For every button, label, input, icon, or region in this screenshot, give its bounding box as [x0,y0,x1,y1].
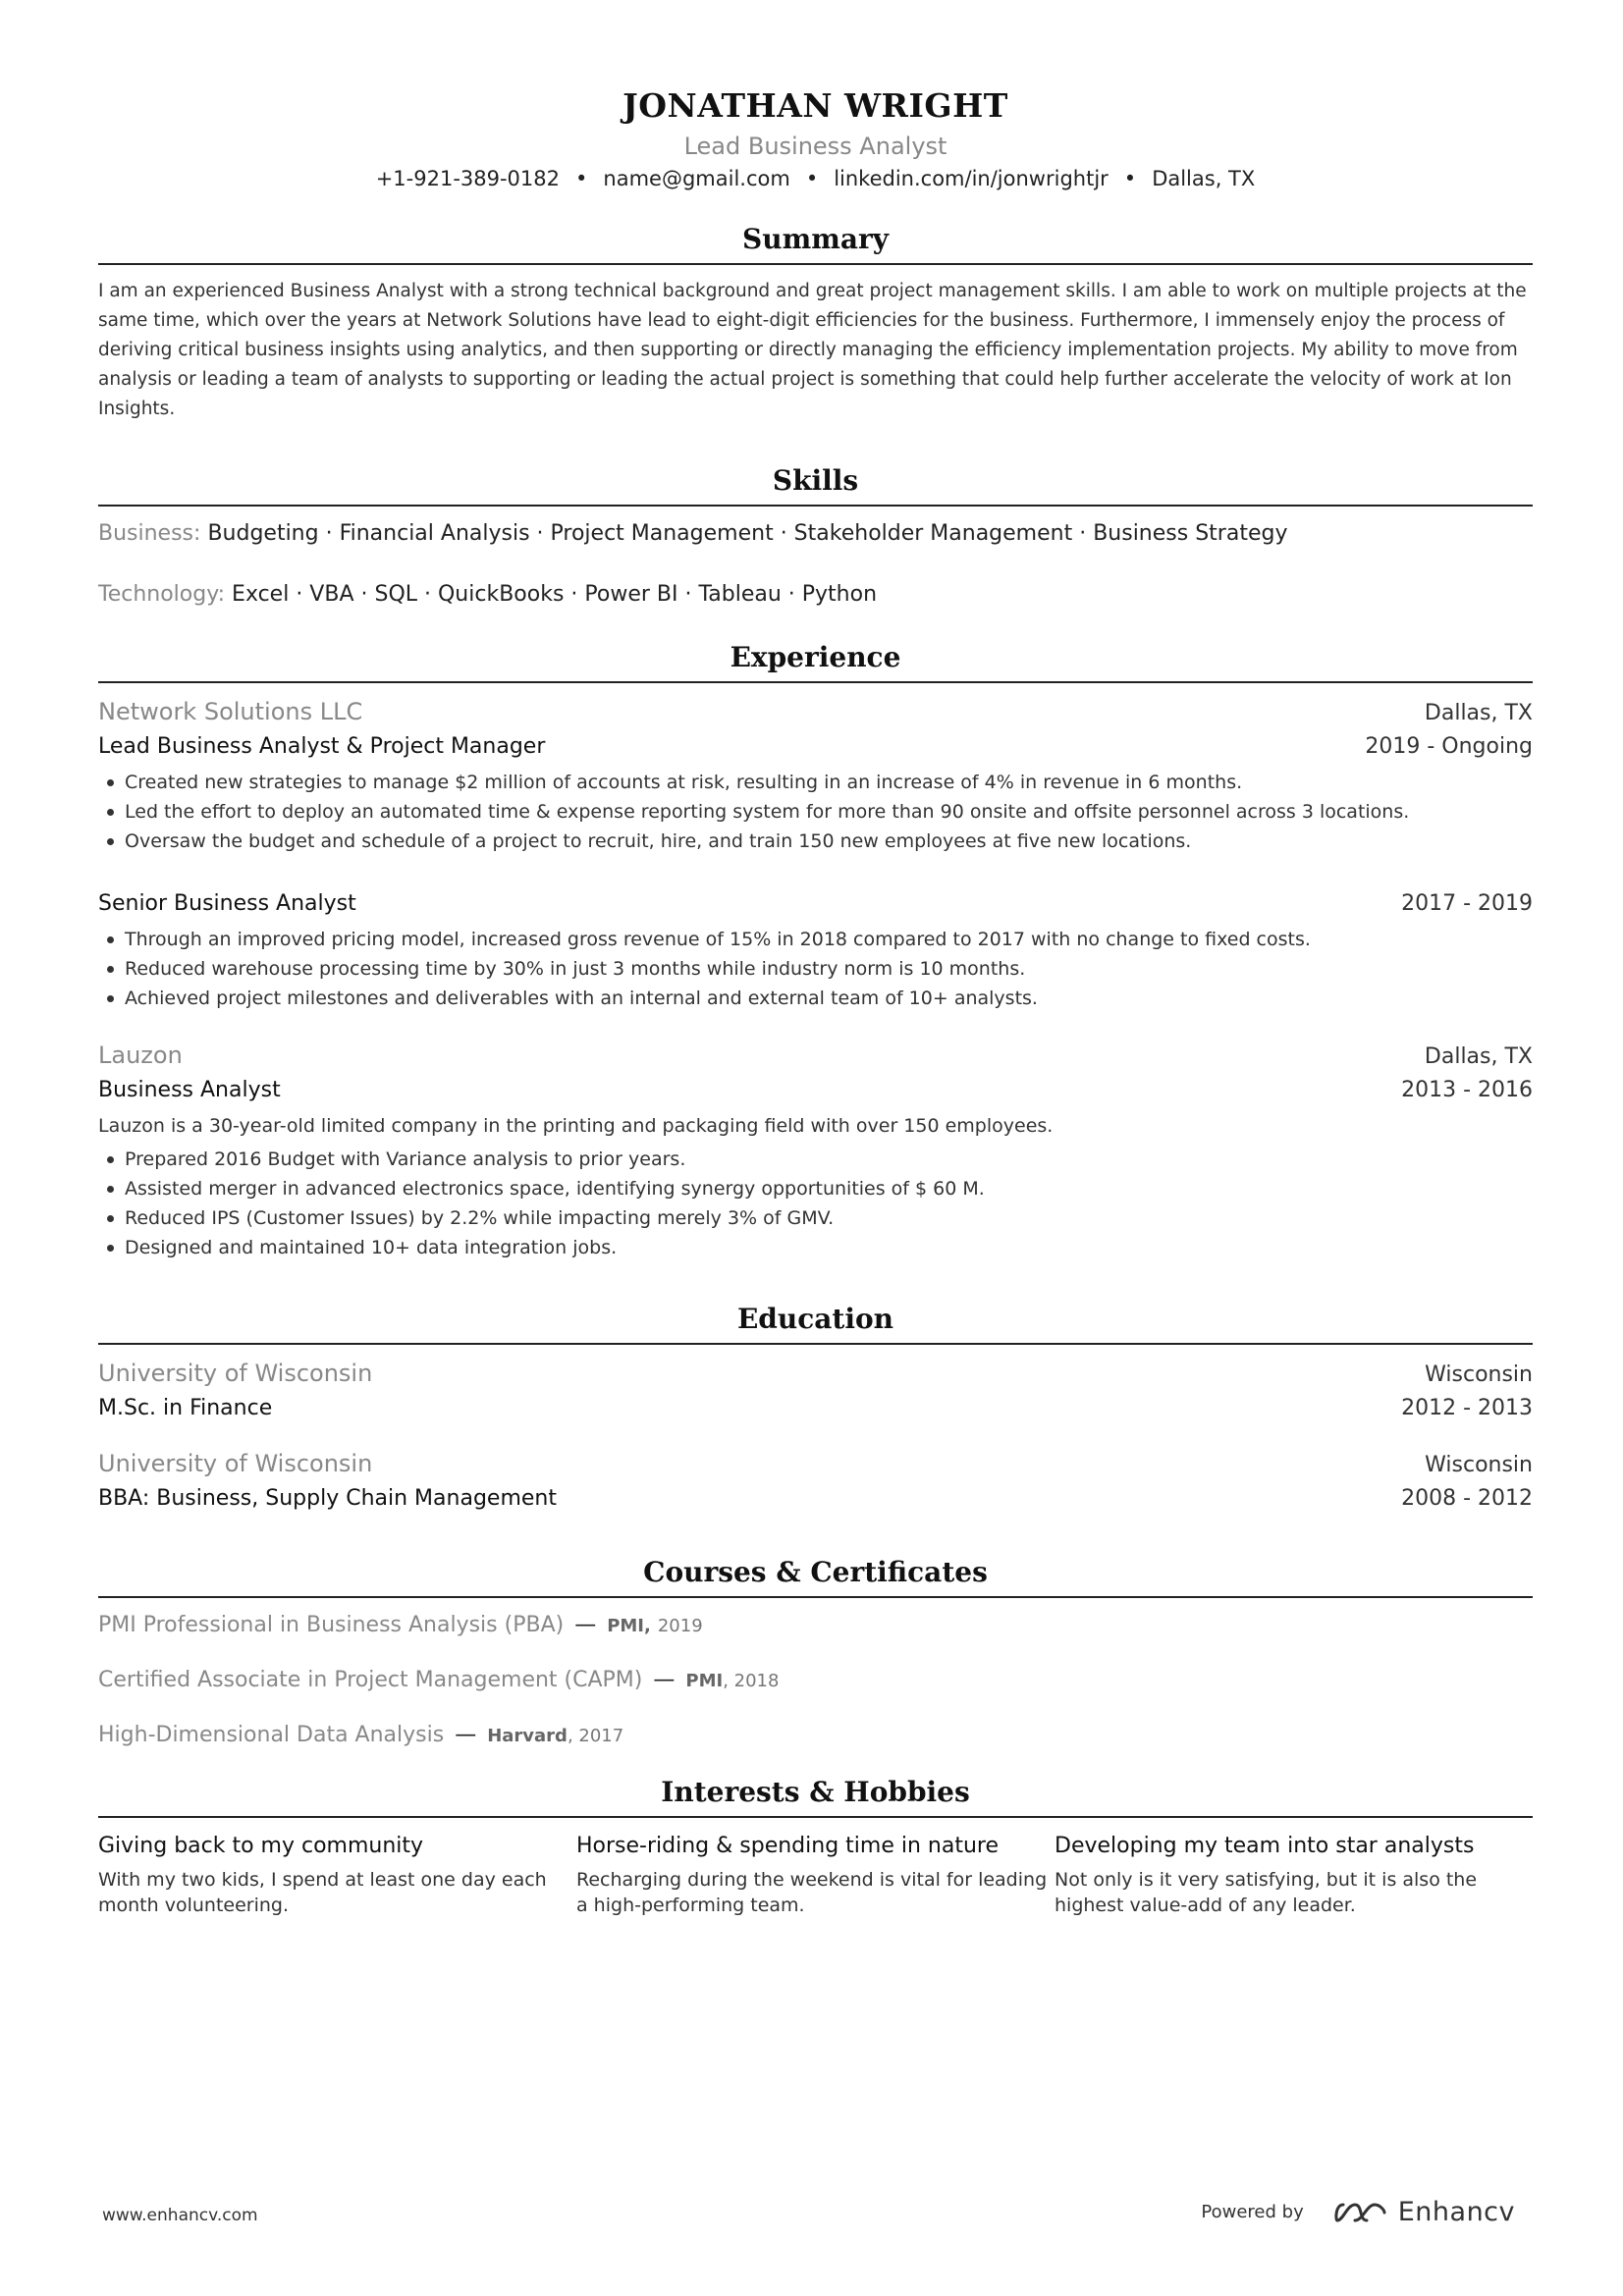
powered-by-label: Powered by [1201,2202,1304,2222]
skill-group [98,579,1533,611]
separator: • [805,167,819,190]
course-dash: — [653,1668,676,1692]
list-item: Oversaw the budget and schedule of a project to recruit, hire, and train 150 new employees at five new locations. [98,827,1533,856]
contact-line [98,165,1533,192]
section-heading: Education [736,1303,894,1335]
achievement-list [98,768,1533,856]
course-institution: PMI [685,1671,724,1691]
experience-entry [98,1039,1533,1262]
section-divider [98,681,1533,683]
hobby-item [98,1830,576,1918]
achievement-list [98,1145,1533,1262]
section-divider [98,263,1533,265]
course-dash: — [574,1613,597,1637]
list-item: Reduced warehouse processing time by 30% in just 3 months while industry norm is 10 months. [98,954,1533,984]
job-location: Dallas, TX [1424,1044,1533,1069]
section-heading: Summary [742,223,889,255]
section-heading: Interests & Hobbies [661,1776,970,1808]
hobby-item [1055,1830,1533,1918]
experience-entry [98,887,1533,1013]
education-entry [98,1357,1533,1425]
section-divider [98,1596,1533,1598]
hobby-description: Recharging during the weekend is vital for leading a high-performing team. [576,1869,1048,1916]
course-item [98,1665,1533,1697]
brand-name: Enhancv [1397,2197,1515,2227]
course-year: , 2017 [567,1726,624,1746]
degree: BBA: Business, Supply Chain Management [98,1486,557,1511]
list-item: Reduced IPS (Customer Issues) by 2.2% while impacting merely 3% of GMV. [98,1203,1533,1233]
skill-group-items: Budgeting · Financial Analysis · Project Management · Stakeholder Management · Business Strategy [207,521,1288,546]
section-divider [98,505,1533,507]
location: Dallas, TX [1152,167,1256,190]
course-item [98,1720,1533,1752]
school-location: Wisconsin [1425,1453,1533,1477]
job-title: Senior Business Analyst [98,891,356,916]
footer-website-link[interactable]: www.enhancv.com [102,2206,258,2225]
section-divider [98,1343,1533,1345]
job-title: Lead Business Analyst & Project Manager [98,734,546,759]
interests-section [98,1775,1533,1918]
enhancv-brand-link[interactable] [1333,2197,1515,2227]
achievement-list [98,925,1533,1013]
hobby-title: Developing my team into star analysts [1055,1834,1475,1858]
skill-group [98,518,1533,550]
experience-section [98,640,1533,1262]
course-institution: PMI, [607,1616,651,1636]
course-institution: Harvard [487,1726,568,1746]
phone: +1-921-389-0182 [375,167,561,190]
footer-branding [1201,2197,1515,2227]
list-item: Through an improved pricing model, increased gross revenue of 15% in 2018 compared to 2017 with no change to fixed costs. [98,925,1533,954]
degree: M.Sc. in Finance [98,1396,273,1420]
section-heading: Courses & Certificates [643,1556,988,1588]
hobby-item [576,1830,1055,1918]
list-item: Led the effort to deploy an automated time & expense reporting system for more than 90 onsite and offsite personnel across 3 locations. [98,797,1533,827]
hobby-title: Horse-riding & spending time in nature [576,1834,999,1858]
section-heading: Experience [730,641,901,673]
company-name: Network Solutions LLC [98,698,363,725]
list-item: Designed and maintained 10+ data integration jobs. [98,1233,1533,1262]
job-dates: 2019 - Ongoing [1365,734,1533,759]
company-description: Lauzon is a 30-year-old limited company in the printing and packaging field with over 150 employees. [98,1115,1054,1137]
list-item: Created new strategies to manage $2 million of accounts at risk, resulting in an increase of 4% in revenue in 6 months. [98,768,1533,797]
school-location: Wisconsin [1425,1362,1533,1387]
course-year: , 2018 [723,1671,780,1691]
hobbies-grid [98,1830,1533,1918]
course-item [98,1610,1533,1642]
hobby-description: Not only is it very satisfying, but it is also the highest value-add of any leader. [1055,1869,1478,1916]
education-section [98,1302,1533,1516]
section-divider [98,1816,1533,1818]
candidate-name: JONATHAN WRIGHT [622,86,1008,125]
school-name: University of Wisconsin [98,1450,373,1477]
resume-page [98,0,1533,1918]
hobby-description: With my two kids, I spend at least one day each month volunteering. [98,1869,547,1916]
candidate-title: Lead Business Analyst [683,133,947,160]
linkedin-link[interactable]: linkedin.com/in/jonwrightjr [834,167,1109,190]
email[interactable]: name@gmail.com [603,167,790,190]
job-dates: 2013 - 2016 [1401,1078,1533,1102]
course-year: 2019 [657,1616,703,1636]
skill-group-label: Business: [98,521,201,546]
enhancv-logo-icon [1333,2199,1388,2226]
job-dates: 2017 - 2019 [1401,891,1533,916]
education-dates: 2012 - 2013 [1401,1396,1533,1420]
job-location: Dallas, TX [1424,701,1533,725]
course-dash: — [455,1723,477,1747]
education-dates: 2008 - 2012 [1401,1486,1533,1511]
list-item: Achieved project milestones and deliverables with an internal and external team of 10+ analysts. [98,984,1533,1013]
summary-section [98,222,1533,424]
resume-header [98,0,1533,192]
list-item: Prepared 2016 Budget with Variance analysis to prior years. [98,1145,1533,1174]
company-name: Lauzon [98,1041,183,1069]
hobby-title: Giving back to my community [98,1834,424,1858]
school-name: University of Wisconsin [98,1360,373,1387]
skill-group-label: Technology: [98,582,226,607]
skills-section [98,463,1533,611]
courses-section [98,1555,1533,1752]
experience-entry [98,695,1533,856]
skill-group-items: Excel · VBA · SQL · QuickBooks · Power BI · Tableau · Python [232,582,878,607]
job-title: Business Analyst [98,1078,281,1102]
education-entry [98,1447,1533,1516]
summary-text: I am an experienced Business Analyst with a strong technical background and great project management skills. I am able to work on multiple projects at the same time, which over the years at Network Solutions have lead to eight-digit efficiencies for the business. Furthermore, I immensely enjoy the process of deriving critical business insights using analytics, and then supporting or directly managing the efficiency implementation projects. My ability to move from analysis or leading a team of analysts to supporting or leading the actual project is something that could help further accelerate the velocity of work at Ion Insights. [98,281,1527,419]
section-heading: Skills [772,464,859,497]
course-name: Certified Associate in Project Management (CAPM) [98,1668,643,1692]
separator: • [575,167,588,190]
list-item: Assisted merger in advanced electronics space, identifying synergy opportunities of $ 60 M. [98,1174,1533,1203]
course-name: PMI Professional in Business Analysis (PBA) [98,1613,565,1637]
course-name: High-Dimensional Data Analysis [98,1723,445,1747]
separator: • [1123,167,1137,190]
